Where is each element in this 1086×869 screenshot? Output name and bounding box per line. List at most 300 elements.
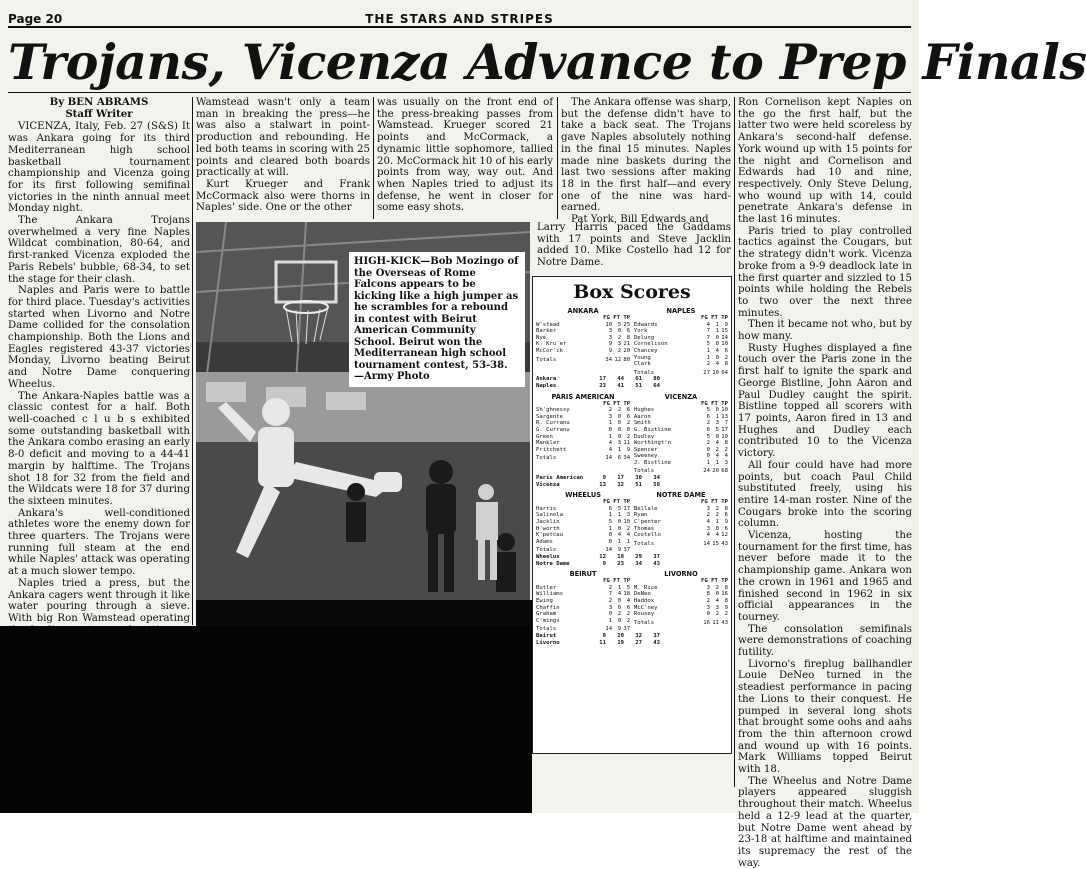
stat-value: 20 [623, 347, 631, 354]
paragraph: Ron Cornelison kept Naples on the go the first half, but the latter two were held scoreless by Ankara's second-half defense. York wound up with 15 points for the night and Cornelison and Edwards had 10 and nine, respectively. Only Steve Delung, who wound up with 14, could penetrate Ankara's defense in the last 16 minutes. [738, 97, 912, 226]
player-row [536, 341, 630, 348]
player-name: Costello [633, 532, 661, 539]
player-row [536, 618, 630, 625]
player-row [634, 335, 728, 342]
stat-value: 2 [617, 611, 622, 618]
player-row [634, 420, 728, 427]
player-row [536, 335, 630, 342]
player-row [536, 348, 630, 355]
header-spacer [634, 578, 701, 585]
quarter-score: 8 [602, 632, 606, 639]
player-name: DeNeo [633, 591, 651, 598]
stat-value: 2 [706, 512, 710, 519]
stat-value: 1 [715, 459, 719, 466]
article-column-4 [561, 97, 731, 226]
stat-value: 11 [623, 440, 631, 447]
player-row [536, 512, 630, 519]
stat-value: 1 [608, 525, 613, 532]
column-header [536, 499, 630, 506]
stat-value: 18 [623, 591, 631, 598]
player-row [536, 526, 630, 533]
player-name: Barker [536, 328, 557, 335]
stat-value: 3 [715, 420, 719, 427]
stat-value: 5 [715, 426, 719, 433]
stat-value: 3 [608, 604, 613, 611]
player-row [634, 407, 728, 414]
stat-value: 6 [724, 525, 728, 532]
team-box [536, 393, 630, 476]
stat-value: 5 [706, 407, 710, 414]
player-name: Williams [536, 591, 563, 598]
player-name: Butler [536, 584, 557, 591]
paragraph: Wamstead wasn't only a team man in breaking the press—he was also a stalwart in point-production and rebounding. He led both teams in scoring with 25 points and cleared both boards practically at will. [196, 97, 370, 179]
article-column-1 [8, 97, 190, 625]
team-label: Livorno [536, 639, 560, 646]
stat-value: 2 [715, 505, 719, 512]
stat-value: 3 [617, 341, 622, 348]
totals-label: Totals [633, 369, 655, 376]
team-box [634, 307, 728, 376]
player-name: R. Curranu [536, 420, 570, 427]
player-row [634, 453, 728, 460]
column-header [634, 315, 728, 322]
stat-value: 21 [623, 341, 631, 348]
team-label: Paris American [536, 475, 584, 482]
player-row [634, 434, 728, 441]
stat-value: 8 [706, 591, 710, 598]
stat-value: 1 [715, 519, 719, 526]
column-header [634, 401, 728, 408]
player-name: Thomas [633, 525, 655, 532]
stat-value: 2 [715, 611, 719, 618]
column-header [536, 315, 630, 322]
quarter-score: 41 [617, 382, 624, 389]
team-name: VICENZA [664, 392, 698, 401]
player-row [536, 605, 630, 612]
stat-value: 9 [617, 626, 622, 633]
stat-value: 0 [617, 525, 622, 532]
player-row [634, 526, 728, 533]
stat-value: 2 [626, 420, 631, 427]
stat-value: 2 [617, 407, 622, 414]
stat-value: 9 [608, 347, 613, 354]
player-row [634, 532, 728, 539]
player-name: Aaron [633, 413, 651, 420]
stat-value: 3 [706, 604, 710, 611]
stat-value: 15 [721, 328, 728, 335]
byline-role: Staff Writer [65, 107, 133, 120]
header-spacer [536, 315, 603, 322]
quarter-score: 13 [599, 481, 606, 488]
stat-value: 0 [617, 519, 622, 526]
stat-value: 8 [724, 597, 728, 604]
player-name: C'mings [536, 617, 560, 624]
stat-value: 12 [614, 356, 622, 363]
totals-row [536, 357, 630, 364]
player-name: Rousey [633, 611, 655, 618]
team-label: Ankara [536, 376, 557, 383]
stat-value: 0 [715, 354, 719, 361]
stat-value: 14 [605, 455, 613, 462]
stat-value: 4 [724, 453, 728, 460]
team-label: Beirut [536, 632, 557, 639]
player-name: Cornelison [633, 341, 668, 348]
paragraph: The consolation semifinals were demonstrations of coaching futility. [738, 623, 912, 659]
player-name: Ewing [536, 597, 553, 604]
quarter-score: 29 [635, 554, 642, 560]
stat-value: 43 [721, 540, 728, 547]
photo-caption: HIGH-KICK—Bob Mozingo of the Overseas of Rome Falcons appears to be kicking like a high jumper as he scrambles for a rebound in contest with Beirut American Community School. Beirut won the Mediterranean high school tournament contest, 53-38. —Army Photo [349, 252, 525, 387]
scan-shadow [0, 626, 532, 813]
stat-value: 34 [605, 356, 613, 363]
paragraph: The Ankara-Naples battle was a classic contest for a half. Both well-coached c l u b s exhibited some outstanding basketball with the Ankara combo erasing an early 8-0 deficit and moving to a 44-41 margin by halftime. The Trojans shot 18 for 32 from the field and the Wildcats were 18 for 37 during the sixteen minutes. [8, 390, 190, 507]
quarter-score: 18 [617, 554, 624, 560]
stat-value: 0 [706, 446, 710, 453]
page-number: Page 20 [8, 12, 63, 26]
header-cols: FG FT TP [603, 400, 631, 407]
stat-value: 0 [617, 420, 622, 427]
stat-value: 2 [626, 617, 631, 624]
player-row [634, 440, 728, 447]
stat-value: 80 [623, 356, 631, 363]
paragraph: VICENZA, Italy, Feb. 27 (S&S) It was Ankara going for its third Mediterranean high school basketball tournament championship and Vicenza going for its first following semifinal victories in the ninth annual meet Monday night. [8, 121, 190, 215]
stat-value: 1 [706, 354, 710, 361]
stat-value: 37 [623, 626, 631, 633]
stat-value: 1 [617, 538, 622, 545]
paragraph: Kurt Krueger and Frank McCormack also were thorns in Naples' side. One or the other [196, 178, 370, 214]
stat-value: 5 [617, 321, 622, 328]
player-row [634, 414, 728, 421]
stat-value: 1 [706, 459, 710, 466]
quarter-score-row [536, 482, 728, 489]
stat-value: 4 [715, 440, 719, 447]
stat-value: 2 [715, 584, 719, 591]
team-name: LIVORNO [664, 570, 698, 579]
paragraph: The Ankara offense was sharp, but the defense didn't have to take a back seat. The Trojans gave Naples absolutely nothing in the final 15 minutes. Naples made nine baskets during the last two sessions after making 18 in the first half—and every one of the nine was hard-earned. [561, 97, 731, 214]
stat-value: 68 [721, 468, 728, 475]
player-name: McC'ney [633, 604, 658, 611]
totals-row [634, 370, 728, 377]
stat-value: 15 [712, 540, 719, 547]
stat-value: 1 [715, 413, 719, 420]
header-cols: FG FT TP [701, 315, 728, 321]
stat-value: 14 [721, 334, 728, 341]
stat-value: 14 [605, 547, 613, 554]
header-spacer [634, 499, 701, 506]
player-name: G. Curranu [536, 426, 570, 433]
team-name: NOTRE DAME [656, 491, 706, 500]
player-name: J. Bistline [633, 459, 671, 466]
header-spacer [634, 315, 701, 322]
header-cols: FG FT TP [603, 499, 631, 506]
byline-author: By BEN ABRAMS [49, 96, 149, 108]
stat-value: 0 [715, 591, 719, 598]
player-name: Graham [536, 611, 557, 618]
player-name: C'penter [633, 519, 661, 526]
player-name: Mankler [536, 440, 560, 447]
totals-row [536, 626, 630, 633]
quarter-score-row [536, 561, 728, 568]
player-row [634, 355, 728, 362]
stat-value: 4 [626, 597, 631, 604]
stat-value: 1 [626, 538, 631, 545]
team-box [634, 491, 728, 554]
stat-value: 3 [706, 525, 710, 532]
stat-value: 9 [626, 446, 631, 453]
stat-value: 2 [706, 361, 710, 368]
player-name: H'worth [536, 525, 560, 532]
stat-value: 25 [623, 321, 631, 328]
player-name: Ryan [633, 512, 648, 519]
stat-value: 4 [608, 440, 613, 447]
player-name: Sargente [536, 413, 563, 420]
player-row [536, 420, 630, 427]
team-label: Vicenza [536, 481, 560, 488]
player-row [634, 512, 728, 519]
stat-value: 0 [617, 426, 622, 433]
stat-value: 8 [724, 584, 728, 591]
player-name: Spencer [633, 446, 658, 453]
player-row [634, 591, 728, 598]
stat-value: 3 [715, 604, 719, 611]
stat-value: 0 [608, 538, 613, 545]
stat-value: 5 [617, 505, 622, 512]
quarter-score: 37 [653, 554, 660, 560]
stat-value: 0 [715, 341, 719, 348]
paragraph: All four could have had more points, but coach Paul Child substituted freely, using his entire 14-man roster. Nine of the Cougars broke into the scoring column. [738, 459, 912, 530]
stat-value: 9 [724, 321, 728, 328]
article-column-2 [196, 97, 370, 219]
player-row [634, 605, 728, 612]
stat-value: 24 [703, 468, 710, 475]
player-name: Smith [633, 420, 651, 427]
quarter-score: 17 [617, 475, 624, 482]
stat-value: 1 [715, 321, 719, 328]
stat-value: 0 [617, 433, 622, 440]
game-box [536, 307, 728, 376]
stat-value: 37 [623, 547, 631, 554]
player-row [634, 585, 728, 592]
column-header [536, 578, 630, 585]
stat-value: 3 [608, 334, 613, 341]
player-row [536, 532, 630, 539]
quarter-score: 27 [635, 639, 642, 646]
quarter-score-row [536, 640, 728, 647]
masthead [8, 8, 911, 28]
player-row [536, 447, 630, 454]
stat-value: 4 [715, 453, 719, 460]
player-name: Hughes [633, 407, 655, 414]
header-cols: FG FT TP [701, 400, 728, 407]
stat-value: 27 [703, 369, 710, 376]
stat-value: 10 [605, 321, 613, 328]
stat-value: 2 [715, 512, 719, 519]
paragraph: Paris tried to play controlled tactics against the Cougars, but the strategy didn't work. Vicenza broke from a 9-9 deadlock late in the first quarter and sizzled to 15 points while holding the Rebels to two over the next three minutes. [738, 225, 912, 319]
stat-value: 7 [608, 591, 613, 598]
paragraph: Naples tried a press, but the Ankara cagers went through it like water pouring through a sieve. With big Ron Wamstead operating [8, 577, 190, 624]
stat-value: 10 [721, 407, 728, 414]
totals-row [634, 620, 728, 627]
stat-value: 1 [608, 420, 613, 427]
stat-value: 2 [617, 347, 622, 354]
stat-value: 1 [608, 512, 613, 519]
totals-label: Totals [536, 455, 557, 462]
stat-value: 0 [715, 433, 719, 440]
box-scores-tables [533, 307, 731, 646]
stat-value: 4 [608, 446, 613, 453]
quarter-score-row [536, 554, 728, 561]
stat-value: 0 [617, 413, 622, 420]
stat-value: 4 [706, 519, 710, 526]
stat-value: 4 [617, 532, 622, 539]
stat-value: 0 [617, 597, 622, 604]
quarter-score: 32 [617, 481, 624, 488]
team-name: BEIRUT [569, 570, 597, 579]
stat-value: 0 [715, 407, 719, 414]
header-cols: FG FT TP [603, 578, 631, 585]
paragraph: Rusty Hughes displayed a fine touch over the Paris zone in the first half to ignite the spark and George Bistline, John Aaron and Paul Dudley caught the spirit. Bistline topped all scorers with 17 points, Aaron fired in 13 and Hughes and Dudley each contributed 10 to the Vicenza victory. [738, 342, 912, 460]
stat-value: 6 [626, 604, 631, 611]
stat-value: 1 [617, 584, 622, 591]
quarter-score: 12 [599, 554, 606, 560]
team-name: NAPLES [666, 307, 696, 315]
box-intro-text: Larry Harris paced the Gaddams with 17 points and Steve Jacklin added 10. Mike Costello had 12 for Notre Dame. [537, 222, 731, 269]
player-row [634, 519, 728, 526]
player-row [536, 611, 630, 618]
player-row [536, 598, 630, 605]
player-name: Harris [536, 505, 557, 512]
stat-value: 34 [623, 455, 631, 462]
player-name: Delung [633, 334, 655, 341]
header-spacer [634, 401, 701, 408]
stat-value: 0 [608, 426, 613, 433]
player-name: York [633, 328, 648, 335]
team-box [634, 393, 728, 476]
totals-row [634, 541, 728, 548]
player-row [536, 519, 630, 526]
player-name: Salinola [536, 512, 563, 519]
stat-value: 12 [721, 532, 728, 539]
player-row [634, 427, 728, 434]
player-row [634, 598, 728, 605]
quarter-score: 23 [599, 382, 606, 389]
stat-value: 8 [724, 505, 728, 512]
stat-value: 6 [626, 413, 631, 420]
stat-value: 3 [724, 459, 728, 466]
player-name: Sh'ghnessy [536, 407, 570, 414]
player-name: Chaffin [536, 604, 560, 611]
quarter-score: 43 [653, 639, 660, 646]
team-box [536, 307, 630, 376]
quarter-score-row [536, 383, 728, 390]
stat-value: 5 [608, 519, 613, 526]
player-row [634, 341, 728, 348]
paper-name: THE STARS AND STRIPES [365, 12, 554, 26]
paragraph: Pat York, Bill Edwards and [571, 214, 709, 226]
stat-value: 2 [706, 440, 710, 447]
player-name: Pritchett [536, 446, 567, 453]
player-name: Green [536, 433, 553, 440]
stat-value: 6 [706, 426, 710, 433]
paragraph: The Ankara Trojans overwhelmed a very fine Naples Wildcat combination, 80-64, and first-ranked Vicenza exploded the Paris Rebels' bubble, 68-34, to set the stage for their clash. [8, 215, 190, 285]
stat-value: 4 [626, 532, 631, 539]
player-name: Edwards [633, 321, 658, 328]
player-name: K'petcau [536, 532, 563, 539]
stat-value: 17 [721, 426, 728, 433]
stat-value: 43 [721, 619, 728, 626]
stat-value: 2 [724, 446, 728, 453]
quarter-score: 34 [635, 560, 642, 567]
quarter-score-row [536, 633, 728, 640]
player-name: Young [633, 354, 651, 361]
player-name: McCor'ck [536, 347, 563, 354]
stat-value: 10 [712, 369, 719, 376]
stat-value: 8 [626, 334, 631, 341]
stat-value: 10 [721, 433, 728, 440]
box-scores [532, 276, 732, 754]
stat-value: 0 [626, 426, 631, 433]
stat-value: 3 [706, 584, 710, 591]
stat-value: 4 [715, 347, 719, 354]
stat-value: 16 [703, 619, 710, 626]
stat-value: 8 [724, 440, 728, 447]
stat-value: 14 [605, 626, 613, 633]
headline: Trojans, Vicenza Advance to Prep Finals [8, 33, 1086, 91]
totals-row [634, 468, 728, 475]
team-name: ANKARA [567, 307, 599, 315]
stat-value: 0 [617, 617, 622, 624]
stat-value: 1 [617, 512, 622, 519]
player-name: Nye [536, 334, 547, 341]
stat-value: 6 [706, 413, 710, 420]
stat-value: 4 [715, 532, 719, 539]
stat-value: 2 [724, 354, 728, 361]
game-box [536, 570, 728, 633]
player-row [536, 539, 630, 546]
quarter-score: 32 [635, 632, 642, 639]
column-header [634, 578, 728, 585]
stat-value: 20 [712, 468, 719, 475]
team-label: Notre Dame [536, 560, 570, 567]
stat-value: 17 [623, 505, 631, 512]
player-row [634, 348, 728, 355]
quarter-score: 19 [617, 639, 624, 646]
stat-value: 4 [715, 361, 719, 368]
player-row [536, 407, 630, 414]
stat-value: 2 [608, 407, 613, 414]
player-row [536, 427, 630, 434]
totals-label: Totals [536, 547, 557, 554]
article-column-3 [377, 97, 553, 219]
paragraph: The Wheelus and Notre Dame players appeared sluggish throughout their match. Wheelus held a 12-9 lead at the quarter, but Notre Dame went ahead by 23-18 at halftime and maintained its supremacy the rest of the way. [738, 775, 912, 869]
game-box [536, 393, 728, 476]
stat-value: 0 [617, 604, 622, 611]
player-row [634, 611, 728, 618]
stat-value: 4 [706, 321, 710, 328]
player-row [634, 460, 728, 467]
game-box [536, 491, 728, 554]
header-spacer [536, 578, 603, 585]
stat-value: 14 [703, 540, 710, 547]
stat-value: 3 [608, 413, 613, 420]
stat-value: 0 [706, 611, 710, 618]
quarter-score: 9 [602, 475, 606, 482]
stat-value: 2 [715, 446, 719, 453]
box-scores-title: Box Scores [573, 281, 691, 303]
totals-label: Totals [633, 468, 655, 475]
column-header [536, 401, 630, 408]
stat-value: 5 [706, 433, 710, 440]
